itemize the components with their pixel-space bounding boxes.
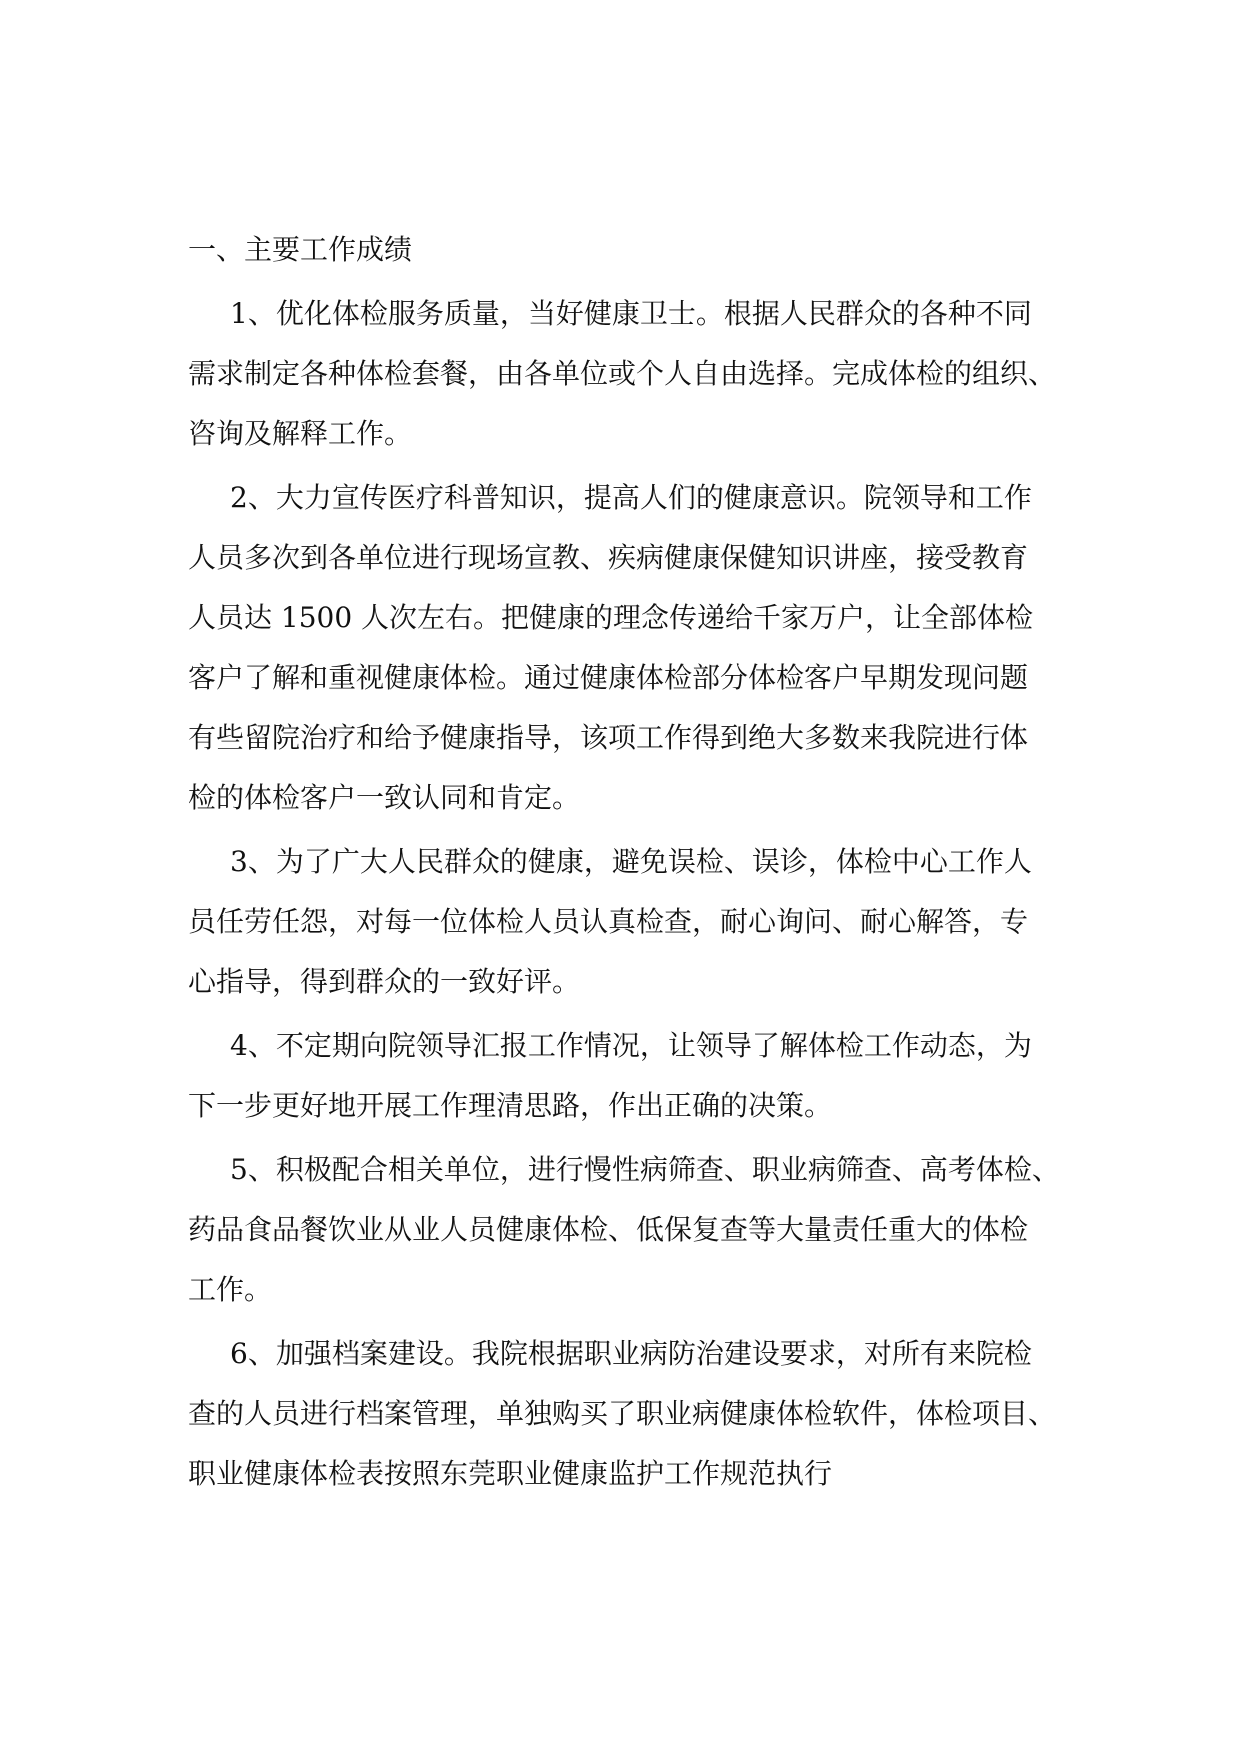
paragraph-line: 4、不定期向院领导汇报工作情况，让领导了解体检工作动态，为 [230, 1029, 1032, 1062]
paragraph-line: 人员多次到各单位进行现场宣教、疾病健康保健知识讲座，接受教育 [188, 541, 1029, 574]
paragraph-line: 2、大力宣传医疗科普知识，提高人们的健康意识。院领导和工作 [230, 481, 1032, 514]
paragraph-line: 咨询及解释工作。 [188, 417, 413, 450]
paragraph-line: 有些留院治疗和给予健康指导，该项工作得到绝大多数来我院进行体 [188, 721, 1029, 754]
paragraph-line: 心指导，得到群众的一致好评。 [188, 965, 581, 998]
paragraph-line: 下一步更好地开展工作理清思路，作出正确的决策。 [188, 1089, 833, 1122]
paragraph-line: 工作。 [188, 1273, 273, 1306]
paragraph-line: 3、为了广大人民群众的健康，避免误检、误诊，体检中心工作人 [230, 845, 1032, 878]
paragraph-4 [188, 1016, 1068, 1136]
paragraph-line: 药品食品餐饮业从业人员健康体检、低保复查等大量责任重大的体检 [188, 1213, 1029, 1246]
paragraph-6 [188, 1324, 1068, 1504]
document-body [188, 220, 1068, 1508]
paragraph-line: 职业健康体检表按照东莞职业健康监护工作规范执行 [188, 1457, 833, 1490]
paragraph-line: 员任劳任怨，对每一位体检人员认真检查，耐心询问、耐心解答，专 [188, 905, 1029, 938]
paragraph-3 [188, 832, 1068, 1012]
paragraph-2 [188, 468, 1068, 828]
paragraph-1 [188, 284, 1068, 464]
paragraph-line: 5、积极配合相关单位，进行慢性病筛查、职业病筛查、高考体检、 [230, 1153, 1060, 1186]
section-heading: 一、主要工作成绩 [188, 233, 413, 266]
paragraph-line: 检的体检客户一致认同和肯定。 [188, 781, 581, 814]
paragraph-line: 6、加强档案建设。我院根据职业病防治建设要求，对所有来院检 [230, 1337, 1032, 1370]
paragraph-line: 需求制定各种体检套餐，由各单位或个人自由选择。完成体检的组织、 [188, 357, 1057, 390]
paragraph-line: 查的人员进行档案管理，单独购买了职业病健康体检软件，体检项目、 [188, 1397, 1057, 1430]
paragraph-line: 人员达 1500 人次左右。把健康的理念传递给千家万户，让全部体检 [188, 601, 1034, 634]
paragraph-line: 客户了解和重视健康体检。通过健康体检部分体检客户早期发现问题 [188, 661, 1029, 694]
paragraph-5 [188, 1140, 1068, 1320]
paragraph-line: 1、优化体检服务质量，当好健康卫士。根据人民群众的各种不同 [230, 297, 1032, 330]
